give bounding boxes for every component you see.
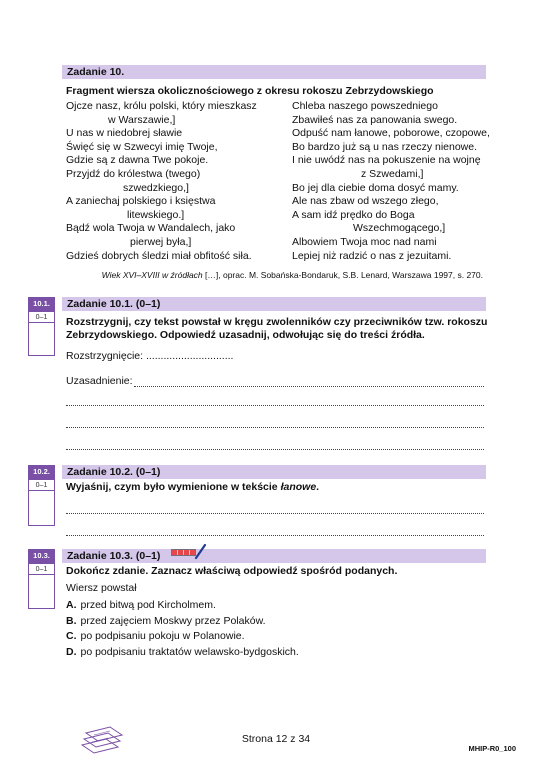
poem-line: Gdzie są z dawna Twe pokoje. (66, 154, 209, 167)
pencil-icon (171, 543, 207, 561)
task10-1-score-box[interactable] (28, 323, 55, 356)
option-letter: B. (66, 614, 77, 627)
poem-line: litewskiego.] (127, 208, 185, 221)
poem-line: Albowiem Twoja moc nad nami (292, 236, 437, 248)
task10-1-question-line1: Rozstrzygnij, czy tekst powstał w kręgu zwolenników czy przeciwników tzw. rokoszu (66, 316, 488, 328)
option-letter: D. (66, 645, 77, 658)
task10-2-score-box[interactable] (28, 491, 55, 526)
task10-3-number: 10.3. (28, 549, 55, 563)
exam-code: MHIP-R0_100 (468, 744, 516, 753)
answer-option[interactable] (66, 615, 266, 627)
option-text: przed bitwą pod Kircholmem. (80, 599, 216, 611)
task10-1-score-label: 0–1 (28, 311, 55, 323)
poem-line: A sam idź prędko do Boga (292, 208, 415, 221)
answer-line[interactable] (66, 426, 484, 428)
task10-2-header-bar (62, 465, 486, 479)
option-letter: C. (66, 630, 77, 642)
poem-line: Lepiej niż radzić o nas z jezuitami. (292, 249, 452, 262)
task10-3-stem: Wiersz powstał (66, 582, 137, 594)
poem-line: Ale nas zbaw od wszego złego, (292, 195, 439, 208)
source-title: Fragment wiersza okolicznościowego z okresu rokoszu Zebrzydowskiego (66, 85, 434, 97)
task10-2-question-term: łanowe (280, 481, 317, 493)
poem-line: w Warszawie,] (108, 113, 176, 126)
answer-line[interactable] (66, 448, 484, 450)
poem-line: U nas w niedobrej sławie (66, 127, 183, 140)
poem-line: I nie uwódź nas na pokuszenie na wojnę (292, 154, 481, 167)
task10-2-question-prefix: Wyjaśnij, czym było wymienione w tekście (66, 481, 281, 493)
option-letter: A. (66, 599, 77, 611)
poem-line: pierwej była,] (130, 236, 192, 248)
poem-line: Bo bardzo już są u nas rzeczy nienowe. (292, 140, 478, 153)
task10-3-header: Zadanie 10.3. (0–1) (67, 550, 161, 562)
task10-1-header-bar (62, 297, 486, 311)
poem-line: Ojcze nasz, królu polski, który mieszkasz (66, 100, 257, 112)
option-text: po podpisaniu traktatów welawsko-bydgoskich. (80, 645, 299, 658)
task10-header-bar (62, 65, 486, 79)
answer-option[interactable] (66, 646, 299, 658)
poem-line: Odpuść nam łanowe, poborowe, czopowe, (292, 127, 490, 140)
task10-1-question-line2: Zebrzydowskiego. Odpowiedź uzasadnij, odwołując się do treści źródła. (66, 329, 425, 341)
task10-1-justification-label: Uzasadnienie: (66, 375, 133, 387)
task10-3-score-box[interactable] (28, 575, 55, 609)
poem-line: Chleba naszego powszedniego (292, 100, 438, 112)
answer-option[interactable] (66, 630, 245, 642)
task10-2-number: 10.2. (28, 465, 55, 479)
poem-line: z Szwedami,] (361, 168, 424, 180)
poem-line: A zaniechaj polskiego i księstwa (66, 195, 216, 208)
task10-2-header: Zadanie 10.2. (0–1) (67, 466, 161, 478)
poem-line: Bo jej dla ciebie doma dosyć mamy. (292, 181, 459, 194)
answer-line[interactable] (66, 404, 484, 406)
task10-2-question (66, 481, 319, 493)
task10-3-question: Dokończ zdanie. Zaznacz właściwą odpowiedź spośród podanych. (66, 565, 398, 577)
source-citation-title: Wiek XVI–XVIII w źródłach (101, 270, 203, 280)
option-text: po podpisaniu pokoju w Polanowie. (80, 630, 245, 642)
poem-line: Wszechmogącego,] (353, 222, 446, 235)
page-number: Strona 12 z 34 (241, 733, 311, 745)
task10-2-score-label: 0–1 (28, 479, 55, 491)
task10-1-number: 10.1. (28, 297, 55, 311)
poem-line: Zbawiłeś nas za panowania swego. (292, 113, 458, 126)
task10-3-score-label: 0–1 (28, 563, 55, 575)
answer-line[interactable] (66, 534, 484, 536)
task10-2-question-suffix: . (316, 481, 320, 493)
option-text: przed zajęciem Moskwy przez Polaków. (80, 614, 266, 627)
poem-line: Bądź wola Twoja w Wandalech, jako (66, 222, 236, 235)
task10-3-header-bar (62, 549, 486, 563)
answer-line[interactable] (66, 512, 484, 514)
task10-1-decision-field[interactable]: Rozstrzygnięcie: .............................. (66, 350, 234, 362)
answer-line[interactable] (134, 386, 484, 387)
answer-option[interactable] (66, 599, 216, 611)
source-citation-rest: […], oprac. M. Sobańska-Bondaruk, S.B. Lenard, Warszawa 1997, s. 270. (202, 270, 483, 280)
task10-header: Zadanie 10. (67, 66, 125, 78)
poem-line: Gdzieś dobrych śledzi miał obfitość siła. (66, 249, 252, 262)
task10-1-header: Zadanie 10.1. (0–1) (67, 298, 161, 310)
source-citation (102, 270, 483, 280)
poem-line: Przyjdź do królestwa (twego) (66, 168, 201, 180)
poem-line: Święć się w Szwecyi imię Twoje, (66, 140, 218, 153)
poem-line: szwedzkiego,] (123, 181, 189, 194)
